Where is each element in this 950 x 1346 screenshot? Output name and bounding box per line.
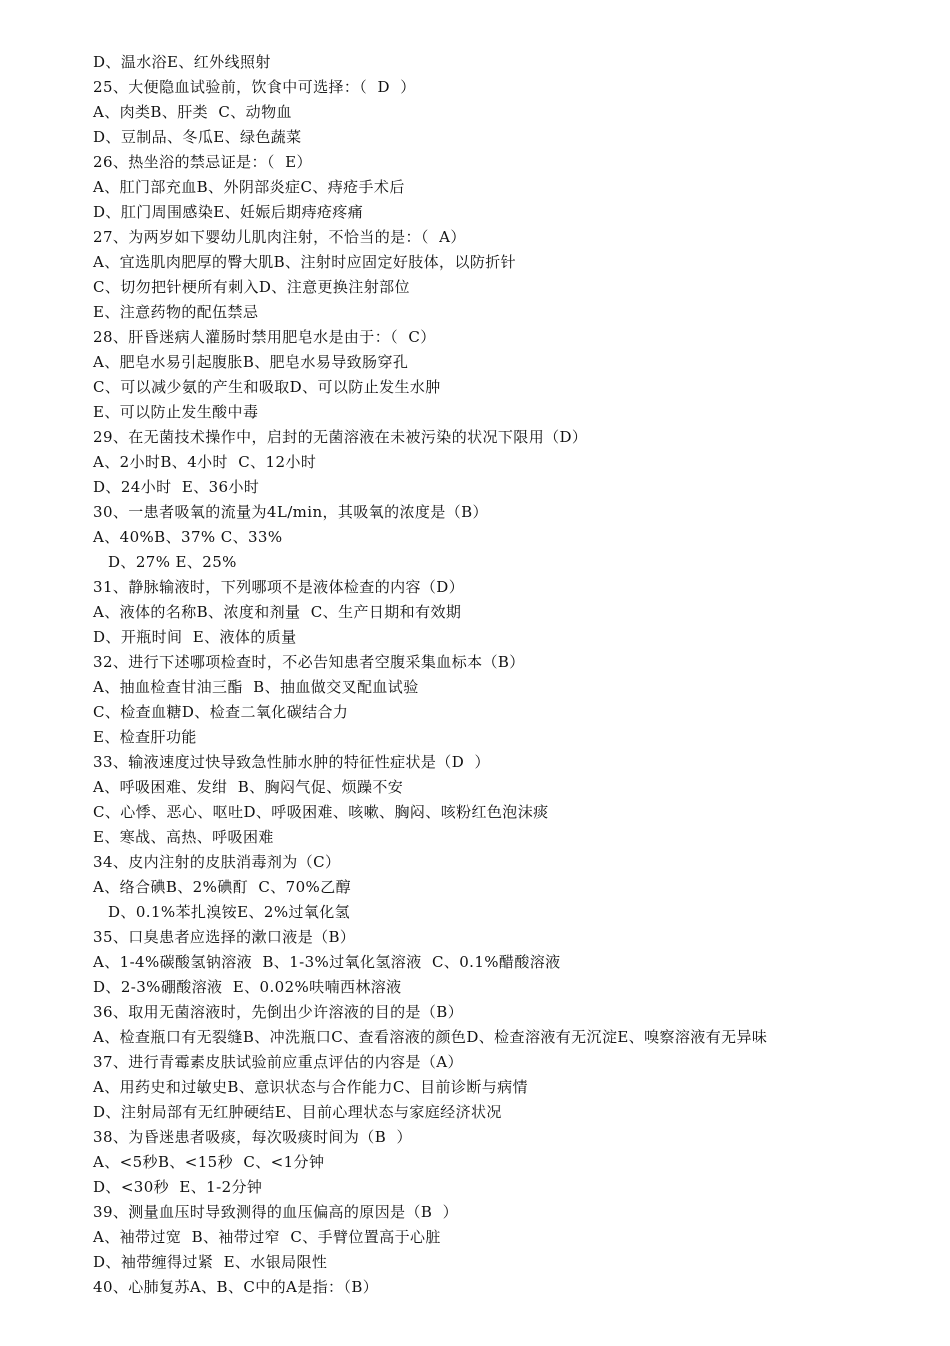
text-line: 25、大便隐血试验前，饮食中可选择：（ D ） bbox=[93, 78, 416, 96]
text-line: D、豆制品、冬瓜E、绿色蔬菜 bbox=[93, 128, 302, 146]
text-line: C、检查血糖D、检查二氧化碳结合力 bbox=[93, 703, 349, 721]
text-line: A、液体的名称B、浓度和剂量 C、生产日期和有效期 bbox=[93, 603, 462, 621]
text-line: A、肛门部充血B、外阴部炎症C、痔疮手术后 bbox=[93, 178, 405, 196]
text-line: 36、取用无菌溶液时，先倒出少许溶液的目的是（B） bbox=[93, 1003, 464, 1021]
text-line: D、注射局部有无红肿硬结E、目前心理状态与家庭经济状况 bbox=[93, 1103, 502, 1121]
text-line: A、抽血检查甘油三酯 B、抽血做交叉配血试验 bbox=[93, 678, 419, 696]
text-line: A、宜选肌肉肥厚的臀大肌B、注射时应固定好肢体，以防折针 bbox=[93, 253, 517, 271]
text-line: 30、一患者吸氧的流量为4L/min，其吸氧的浓度是（B） bbox=[93, 503, 488, 521]
text-line: 29、在无菌技术操作中，启封的无菌溶液在未被污染的状况下限用（D） bbox=[93, 428, 588, 446]
text-line: 40、心肺复苏A、B、C中的A是指：（B） bbox=[93, 1278, 379, 1296]
text-line: D、2-3%硼酸溶液 E、0.02%呋喃西林溶液 bbox=[93, 978, 402, 996]
text-line: A、检查瓶口有无裂缝B、冲洗瓶口C、查看溶液的颜色D、检查溶液有无沉淀E、嗅察溶液有无异味 bbox=[93, 1028, 768, 1046]
text-line: 32、进行下述哪项检查时，不必告知患者空腹采集血标本（B） bbox=[93, 653, 525, 671]
text-line: A、络合碘B、2%碘酊 C、70%乙醇 bbox=[93, 878, 352, 896]
text-line: A、1-4%碳酸氢钠溶液 B、1-3%过氧化氢溶液 C、0.1%醋酸溶液 bbox=[93, 953, 561, 971]
text-line: 35、口臭患者应选择的漱口液是（B） bbox=[93, 928, 356, 946]
text-line: A、用药史和过敏史B、意识状态与合作能力C、目前诊断与病情 bbox=[93, 1078, 528, 1096]
text-line: A、2小时B、4小时 C、12小时 bbox=[93, 453, 317, 471]
text-line: 39、测量血压时导致测得的血压偏高的原因是（B ） bbox=[93, 1203, 459, 1221]
text-line: 38、为昏迷患者吸痰，每次吸痰时间为（B ） bbox=[93, 1128, 412, 1146]
text-line: D、温水浴E、红外线照射 bbox=[93, 53, 271, 71]
text-line: 37、进行青霉素皮肤试验前应重点评估的内容是（A） bbox=[93, 1053, 463, 1071]
text-line: D、肛门周围感染E、妊娠后期痔疮疼痛 bbox=[93, 203, 364, 221]
text-line: E、寒战、高热、呼吸困难 bbox=[93, 828, 274, 846]
text-line: A、肉类B、肝类 C、动物血 bbox=[93, 103, 292, 121]
text-line: A、肥皂水易引起腹胀B、肥皂水易导致肠穿孔 bbox=[93, 353, 409, 371]
text-line: E、可以防止发生酸中毒 bbox=[93, 403, 259, 421]
text-line: A、呼吸困难、发绀 B、胸闷气促、烦躁不安 bbox=[93, 778, 404, 796]
text-line: C、心悸、恶心、呕吐D、呼吸困难、咳嗽、胸闷、咳粉红色泡沫痰 bbox=[93, 803, 549, 821]
text-line: D、开瓶时间 E、液体的质量 bbox=[93, 628, 297, 646]
text-line: 26、热坐浴的禁忌证是：（ E） bbox=[93, 153, 312, 171]
text-line: C、可以减少氨的产生和吸取D、可以防止发生水肿 bbox=[93, 378, 441, 396]
text-line: D、袖带缠得过紧 E、水银局限性 bbox=[93, 1253, 328, 1271]
text-line: 27、为两岁如下婴幼儿肌肉注射，不恰当的是：（ A） bbox=[93, 228, 466, 246]
text-line: E、检查肝功能 bbox=[93, 728, 197, 746]
text-line: 34、皮内注射的皮肤消毒剂为（C） bbox=[93, 853, 341, 871]
text-line: 31、静脉输液时，下列哪项不是液体检查的内容（D） bbox=[93, 578, 465, 596]
text-line: A、袖带过宽 B、袖带过窄 C、手臂位置高于心脏 bbox=[93, 1228, 441, 1246]
text-line: D、24小时 E、36小时 bbox=[93, 478, 260, 496]
text-line: 28、肝昏迷病人灌肠时禁用肥皂水是由于：（ C） bbox=[93, 328, 436, 346]
text-line: C、切勿把针梗所有刺入D、注意更换注射部位 bbox=[93, 278, 410, 296]
text-line: D、<30秒 E、1-2分钟 bbox=[93, 1178, 263, 1196]
text-line: A、40%B、37% C、33% bbox=[93, 528, 283, 546]
text-line: D、27% E、25% bbox=[108, 553, 237, 571]
text-line: 33、输液速度过快导致急性肺水肿的特征性症状是（D ） bbox=[93, 753, 490, 771]
text-line: A、<5秒B、<15秒 C、<1分钟 bbox=[93, 1153, 325, 1171]
text-line: D、0.1%苯扎溴铵E、2%过氧化氢 bbox=[108, 903, 351, 921]
text-line: E、注意药物的配伍禁忌 bbox=[93, 303, 259, 321]
